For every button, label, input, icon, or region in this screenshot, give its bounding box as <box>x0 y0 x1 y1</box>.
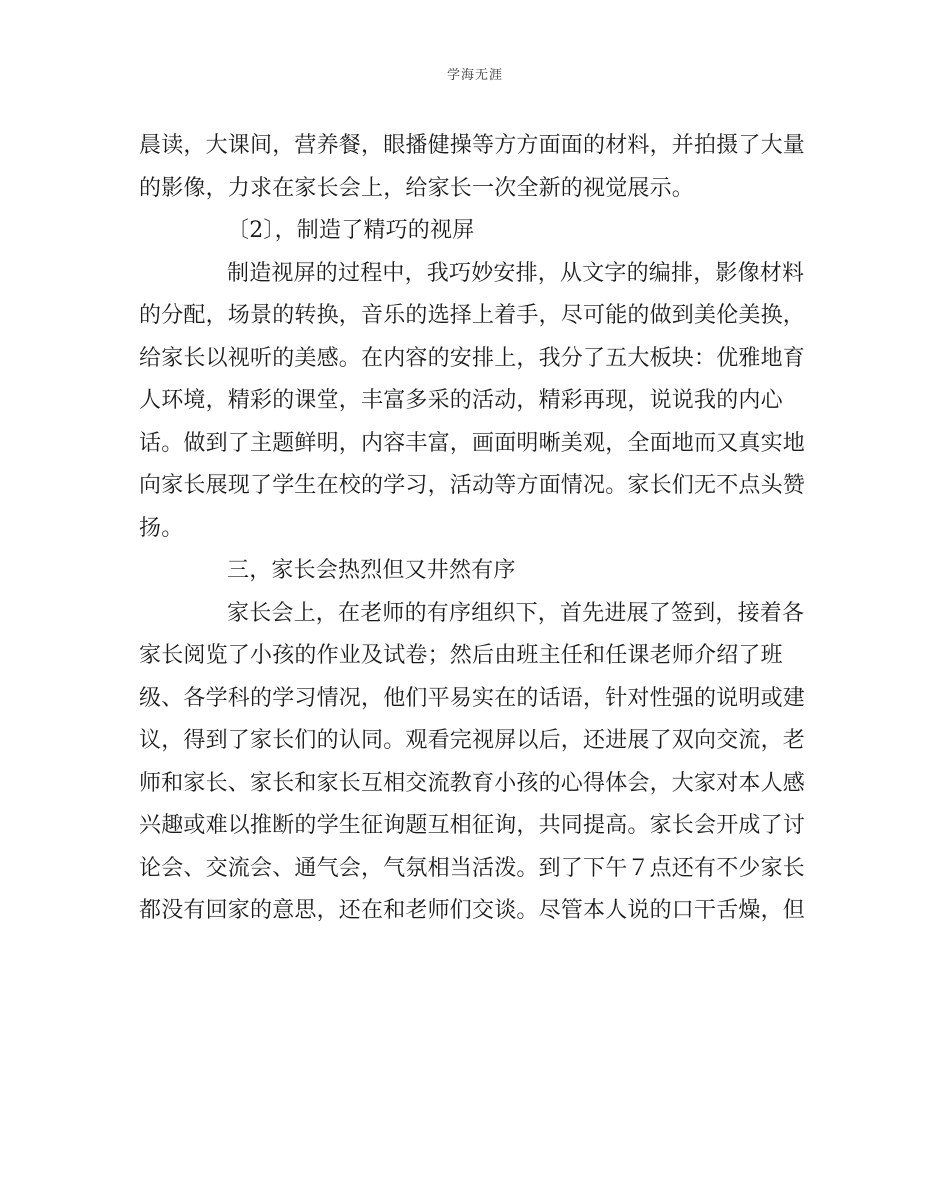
page-header: 学海无涯 <box>446 68 503 83</box>
paragraph-start: 家长会上，在老师的有序组织下，首先进展了签到，接着各 <box>227 600 805 626</box>
paragraph-start: 制造视屏的过程中，我巧妙安排，从文字的编排，影像材料 <box>227 260 805 286</box>
text-line: 家长阅览了小孩的作业及试卷；然后由班主任和任课老师介绍了班 <box>139 643 783 668</box>
text-line: 的分配，场景的转换，音乐的选择上着手，尽可能的做到美伦美换， <box>139 303 806 328</box>
text-line: 级、各学科的学习情况，他们平易实在的话语，针对性强的说明或建 <box>139 685 806 711</box>
text-line: 扬。 <box>139 515 184 541</box>
text-line: 话。做到了主题鲜明，内容丰富，画面明晰美观，全面地而又真实地 <box>139 430 806 456</box>
text-line: 师和家长、家长和家长互相交流教育小孩的心得体会，大家对本人感 <box>139 770 806 796</box>
text-line: 向家长展现了学生在校的学习，活动等方面情况。家长们无不点头赞 <box>139 473 806 498</box>
document-body <box>139 125 811 933</box>
text-line: 论会、交流会、通气会，气氛相当活泼。到了下午７点还有不少家长 <box>139 855 806 881</box>
section-heading: 〔2〕，制造了精巧的视屏 <box>227 218 475 243</box>
text-line: 人环境，精彩的课堂，丰富多采的活动，精彩再现，说说我的内心 <box>139 388 783 413</box>
text-line: 兴趣或难以推断的学生征询题互相征询，共同提高。家长会开成了讨 <box>139 813 806 838</box>
text-line: 议，得到了家长们的认同。观看完视屏以后，还进展了双向交流，老 <box>139 728 806 753</box>
text-line: 给家长以视听的美感。在内容的安排上，我分了五大板块：优雅地育 <box>139 345 806 371</box>
text-line: 晨读，大课间，营养餐，眼播健操等方方面面的材料，并拍摄了大量 <box>139 133 806 158</box>
section-heading: 三，家长会热烈但又井然有序 <box>227 558 516 583</box>
text-line: 的影像，力求在家长会上，给家长一次全新的视觉展示。 <box>139 175 695 201</box>
text-line: 都没有回家的意思，还在和老师们交谈。尽管本人说的口干舌燥，但 <box>139 898 806 923</box>
